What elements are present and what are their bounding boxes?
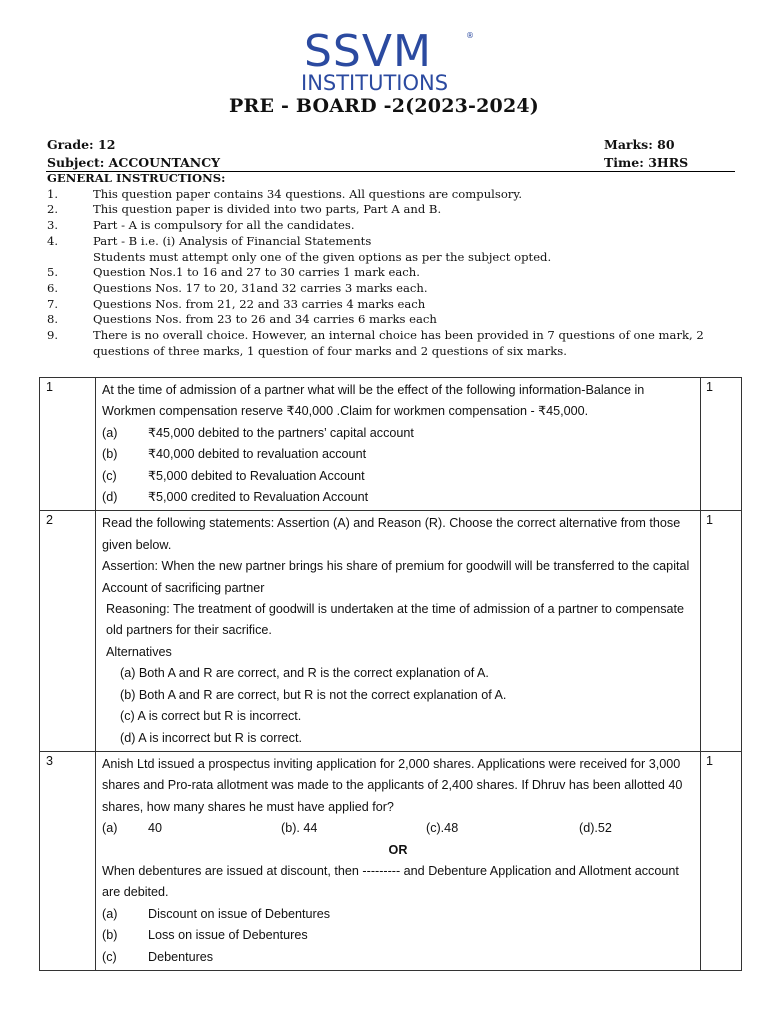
ssvm-logo — [300, 26, 480, 96]
options-list — [102, 904, 694, 968]
time-label: Time: 3HRS — [604, 155, 689, 170]
option-text: ₹45,000 debited to the partners’ capital account — [148, 425, 414, 440]
grade-label: Grade: 12 — [47, 137, 116, 152]
exam-title: PRE - BOARD -2(2023-2024) — [229, 95, 539, 117]
question-table — [39, 377, 742, 971]
options-list — [102, 423, 694, 509]
question-intro: Read the following statements: Assertion (A) and Reason (R). Choose the correct alternative from those given below. — [102, 516, 681, 552]
instruction-text: This question paper is divided into two parts, Part A and B. — [93, 202, 442, 217]
instruction-number: 6. — [47, 280, 59, 295]
option-item — [102, 444, 694, 465]
alternatives-label: Alternatives — [106, 644, 172, 659]
subject-label: Subject: ACCOUNTANCY — [47, 155, 221, 170]
instruction-text: Question Nos.1 to 16 and 27 to 30 carries 1 mark each. — [93, 265, 420, 280]
option-label: (c) — [102, 468, 117, 483]
option-text: ₹5,000 credited to Revaluation Account — [148, 490, 369, 505]
question-body-2 — [96, 511, 701, 751]
option-label: (b) — [102, 928, 118, 943]
instruction-item — [47, 187, 747, 203]
instruction-text: Questions Nos. from 23 to 26 and 34 carries 6 marks each — [93, 312, 437, 327]
mcq-option: (d).52 — [579, 821, 612, 836]
alternative-item: (d) A is incorrect but R is correct. — [120, 730, 302, 745]
logo-main-text: SSVM — [304, 26, 432, 77]
question-text-alt: When debentures are issued at discount, then --------- and Debenture Application and Allotment account are debited. — [102, 863, 679, 900]
question-text: Anish Ltd issued a prospectus inviting application for 2,000 shares. Applications were received for 3,000 shares and Pro-rata allotment was made to the applicants of 2,400 shares. If Dhruv has been allotted 40 shares, how many shares he must have applied for? — [102, 756, 683, 814]
question-number: 3 — [40, 751, 96, 970]
instructions-heading: GENERAL INSTRUCTIONS: — [47, 171, 226, 185]
mcq-option: (c).48 — [426, 821, 459, 836]
instruction-item — [47, 265, 747, 281]
instruction-text: This question paper contains 34 questions. All questions are compulsory. — [93, 186, 523, 201]
instruction-item — [47, 202, 747, 218]
question-marks: 1 — [701, 751, 742, 970]
question-text: At the time of admission of a partner what will be the effect of the following information-Balance in Workmen compensation reserve ₹40,000 .Claim for workmen compensation - ₹45,000. — [102, 383, 645, 419]
question-body-3 — [96, 751, 701, 970]
option-item — [102, 487, 694, 508]
alternatives-list — [102, 663, 694, 749]
question-number: 1 — [40, 378, 96, 511]
option-label: (a) — [102, 425, 118, 440]
instruction-number: 9. — [47, 328, 59, 343]
instruction-text: Part - B i.e. (i) Analysis of Financial Statements — [93, 233, 372, 248]
assertion-text: Assertion: When the new partner brings his share of premium for goodwill will be transferred to the capital Account of sacrificing partner — [102, 559, 690, 595]
option-item — [102, 947, 694, 968]
question-body-1 — [96, 378, 701, 511]
instruction-item — [47, 312, 747, 328]
option-item — [102, 466, 694, 487]
option-label: (c) — [102, 949, 117, 964]
logo-registered-mark: ® — [466, 31, 474, 40]
mcq-options-row — [102, 818, 694, 839]
instruction-text: Questions Nos. from 21, 22 and 33 carries 4 marks each — [93, 296, 426, 311]
option-item — [102, 904, 694, 925]
option-text: ₹40,000 debited to revaluation account — [148, 447, 367, 462]
option-text: Loss on issue of Debentures — [148, 928, 308, 943]
alternative-item: (a) Both A and R are correct, and R is the correct explanation of A. — [120, 666, 489, 681]
alternative-item: (c) A is correct but R is incorrect. — [120, 709, 302, 724]
marks-label: Marks: 80 — [604, 137, 675, 152]
instruction-number: 3. — [47, 218, 59, 233]
instruction-item — [47, 297, 747, 313]
instruction-text: Part - A is compulsory for all the candidates. — [93, 218, 355, 233]
question-number: 2 — [40, 511, 96, 751]
option-label: (b) — [102, 447, 118, 462]
instruction-text: There is no overall choice. However, an internal choice has been provided in 7 questions of one mark, 2 questions of three marks, 1 question of four marks and 2 questions of six marks. — [93, 328, 704, 358]
instruction-number: 1. — [47, 186, 59, 201]
option-item — [102, 925, 694, 946]
instruction-number: 4. — [47, 233, 59, 248]
instruction-number: 2. — [47, 202, 59, 217]
instruction-text: Students must attempt only one of the given options as per the subject opted. — [93, 249, 552, 264]
instruction-number — [47, 250, 93, 266]
option-label: (d) — [102, 490, 118, 505]
question-row-1 — [40, 378, 742, 511]
logo-sub-text: INSTITUTIONS — [301, 71, 449, 95]
question-row-2 — [40, 511, 742, 751]
instruction-item — [47, 328, 747, 359]
option-text: Debentures — [148, 949, 214, 964]
question-row-3 — [40, 751, 742, 970]
option-label: (a) — [102, 906, 118, 921]
instruction-item — [47, 250, 747, 266]
mcq-option: 40 — [148, 821, 163, 836]
option-text: ₹5,000 debited to Revaluation Account — [148, 468, 365, 483]
instruction-number: 8. — [47, 312, 59, 327]
alternative-item: (b) Both A and R are correct, but R is not the correct explanation of A. — [120, 687, 507, 702]
question-marks: 1 — [701, 378, 742, 511]
instruction-number: 7. — [47, 296, 59, 311]
or-separator: OR — [388, 842, 408, 857]
question-marks: 1 — [701, 511, 742, 751]
mcq-option-label: (a) — [102, 821, 118, 836]
reasoning-text: Reasoning: The treatment of goodwill is undertaken at the time of admission of a partner to compensate old partners for their sacrifice. — [106, 602, 685, 638]
option-item — [102, 423, 694, 444]
mcq-option: (b). 44 — [281, 821, 318, 836]
instruction-item — [47, 234, 747, 250]
instruction-number: 5. — [47, 265, 59, 280]
instruction-text: Questions Nos. 17 to 20, 31and 32 carries 3 marks each. — [93, 280, 428, 295]
general-instructions — [47, 171, 747, 359]
instruction-item — [47, 281, 747, 297]
option-text: Discount on issue of Debentures — [148, 906, 331, 921]
instructions-list — [47, 187, 747, 360]
instruction-item — [47, 218, 747, 234]
